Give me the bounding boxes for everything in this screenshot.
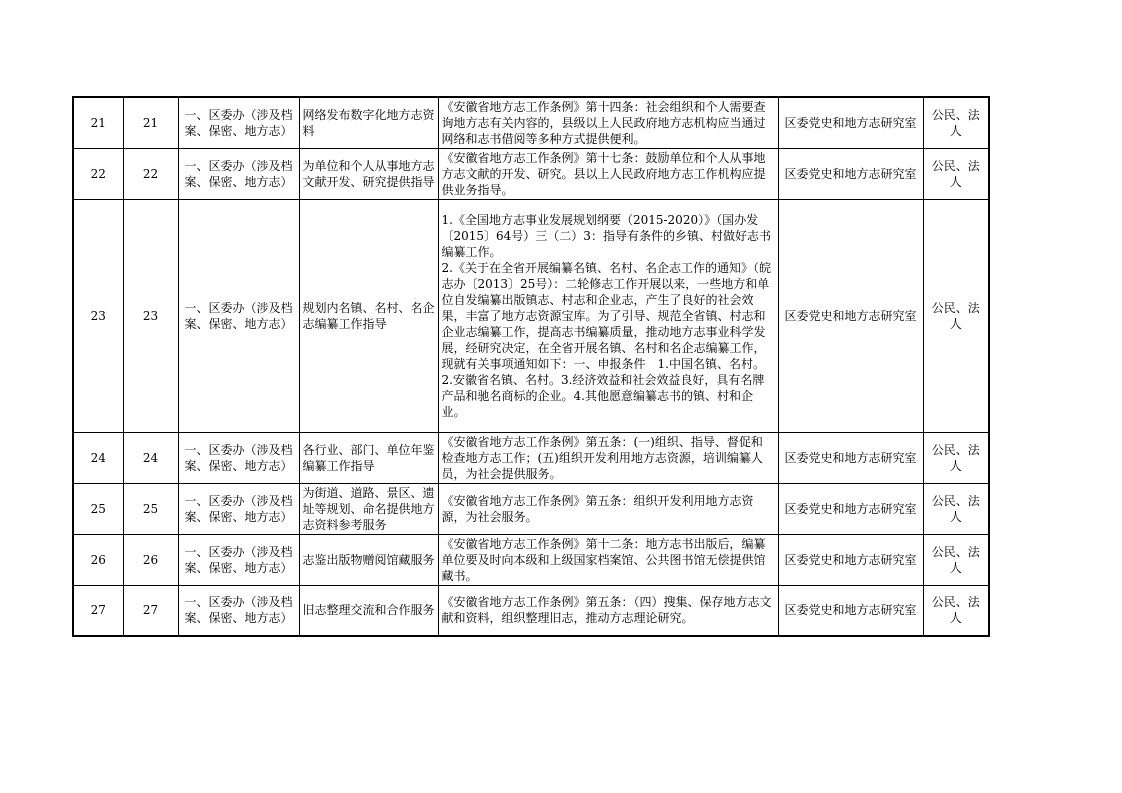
target-cell: 公民、法人 — [923, 200, 989, 433]
basis-cell — [438, 97, 778, 149]
item-name-cell: 为单位和个人从事地方志文献开发、研究提供指导 — [299, 149, 438, 200]
table-row — [73, 97, 989, 149]
basis-cell — [438, 586, 778, 636]
code-cell: 25 — [123, 484, 178, 535]
table-row — [73, 484, 989, 535]
category-cell: 一、区委办（涉及档案、保密、地方志） — [178, 586, 299, 636]
basis-cell — [438, 535, 778, 586]
target-cell: 公民、法人 — [923, 484, 989, 535]
basis-text: 《安徽省地方志工作条例》第十四条：社会组织和个人需要查询地方志有关内容的，县级以上人民政府地方志机构应当通过网络和志书借阅等多种方式提供便利。 — [441, 100, 766, 146]
category-cell: 一、区委办（涉及档案、保密、地方志） — [178, 535, 299, 586]
basis-text: 《安徽省地方志工作条例》第十二条：地方志书出版后，编纂单位要及时向本级和上级国家档案馆、公共图书馆无偿提供馆藏书。 — [441, 537, 766, 583]
dept-cell: 区委党史和地方志研究室 — [778, 97, 923, 149]
table-row — [73, 200, 989, 433]
dept-cell: 区委党史和地方志研究室 — [778, 535, 923, 586]
basis-cell — [438, 149, 778, 200]
seq-cell: 21 — [73, 97, 123, 149]
seq-cell: 22 — [73, 149, 123, 200]
item-name-cell: 规划内名镇、名村、名企志编纂工作指导 — [299, 200, 438, 433]
code-cell: 24 — [123, 433, 178, 484]
category-cell: 一、区委办（涉及档案、保密、地方志） — [178, 97, 299, 149]
basis-cell — [438, 200, 778, 433]
item-name-cell: 为街道、道路、景区、遗址等规划、命名提供地方志资料参考服务 — [299, 484, 438, 535]
basis-cell — [438, 433, 778, 484]
code-cell: 22 — [123, 149, 178, 200]
target-cell: 公民、法人 — [923, 586, 989, 636]
target-cell: 公民、法人 — [923, 535, 989, 586]
seq-cell: 25 — [73, 484, 123, 535]
dept-cell: 区委党史和地方志研究室 — [778, 200, 923, 433]
code-cell: 26 — [123, 535, 178, 586]
dept-cell: 区委党史和地方志研究室 — [778, 484, 923, 535]
code-cell: 21 — [123, 97, 178, 149]
target-cell: 公民、法人 — [923, 433, 989, 484]
basis-text: 1.《全国地方志事业发展规划纲要（2015-2020）》（国办发〔2015〕64号）三（二）3：指导有条件的乡镇、村做好志书编纂工作。 — [441, 213, 771, 259]
table-row — [73, 433, 989, 484]
seq-cell: 23 — [73, 200, 123, 433]
basis-text: 《安徽省地方志工作条例》第十七条：鼓励单位和个人从事地方志文献的开发、研究。县以上人民政府地方志工作机构应提供业务指导。 — [441, 151, 766, 197]
basis-text: 《安徽省地方志工作条例》第五条：组织开发利用地方志资源，为社会服务。 — [441, 494, 754, 524]
category-cell: 一、区委办（涉及档案、保密、地方志） — [178, 484, 299, 535]
target-cell: 公民、法人 — [923, 149, 989, 200]
dept-cell: 区委党史和地方志研究室 — [778, 586, 923, 636]
table-row — [73, 149, 989, 200]
seq-cell: 24 — [73, 433, 123, 484]
seq-cell: 26 — [73, 535, 123, 586]
category-cell: 一、区委办（涉及档案、保密、地方志） — [178, 433, 299, 484]
seq-cell: 27 — [73, 586, 123, 636]
table-body — [73, 97, 989, 636]
basis-cell — [438, 484, 778, 535]
service-list-table — [72, 96, 990, 637]
category-cell: 一、区委办（涉及档案、保密、地方志） — [178, 200, 299, 433]
code-cell: 27 — [123, 586, 178, 636]
dept-cell: 区委党史和地方志研究室 — [778, 149, 923, 200]
item-name-cell: 志鉴出版物赠阅馆藏服务 — [299, 535, 438, 586]
dept-cell: 区委党史和地方志研究室 — [778, 433, 923, 484]
item-name-cell: 各行业、部门、单位年鉴编纂工作指导 — [299, 433, 438, 484]
target-cell: 公民、法人 — [923, 97, 989, 149]
code-cell: 23 — [123, 200, 178, 433]
basis-text: 《安徽省地方志工作条例》第五条：(一)组织、指导、督促和检查地方志工作；(五)组织开发利用地方志资源，培训编纂人员，为社会提供服务。 — [441, 435, 763, 481]
item-name-cell: 网络发布数字化地方志资料 — [299, 97, 438, 149]
item-name-cell: 旧志整理交流和合作服务 — [299, 586, 438, 636]
category-cell: 一、区委办（涉及档案、保密、地方志） — [178, 149, 299, 200]
basis-text: 2.《关于在全省开展编纂名镇、名村、名企志工作的通知》（皖志办〔2013〕25号）：二轮修志工作开展以来，一些地方和单位自发编纂出版镇志、村志和企业志，产生了良好的社会效果，丰富了地方志资源宝库。为了引导、规范全省镇、村志和企业志编纂工作，提高志书编纂质量，推动地方志事业科学发展，经研究决定，在全省开展名镇、名村和名企志编纂工作，现就有关事项通知如下：一、申报条件 1.中国名镇、名村。2.安徽省名镇、名村。3.经济效益和社会效益良好，具有名牌产品和驰名商标的企业。4.其他愿意编纂志书的镇、村和企业。 — [441, 261, 771, 419]
basis-text: 《安徽省地方志工作条例》第五条：（四）搜集、保存地方志文献和资料，组织整理旧志，推动方志理论研究。 — [441, 595, 772, 626]
table-row — [73, 535, 989, 586]
table-row — [73, 586, 989, 636]
